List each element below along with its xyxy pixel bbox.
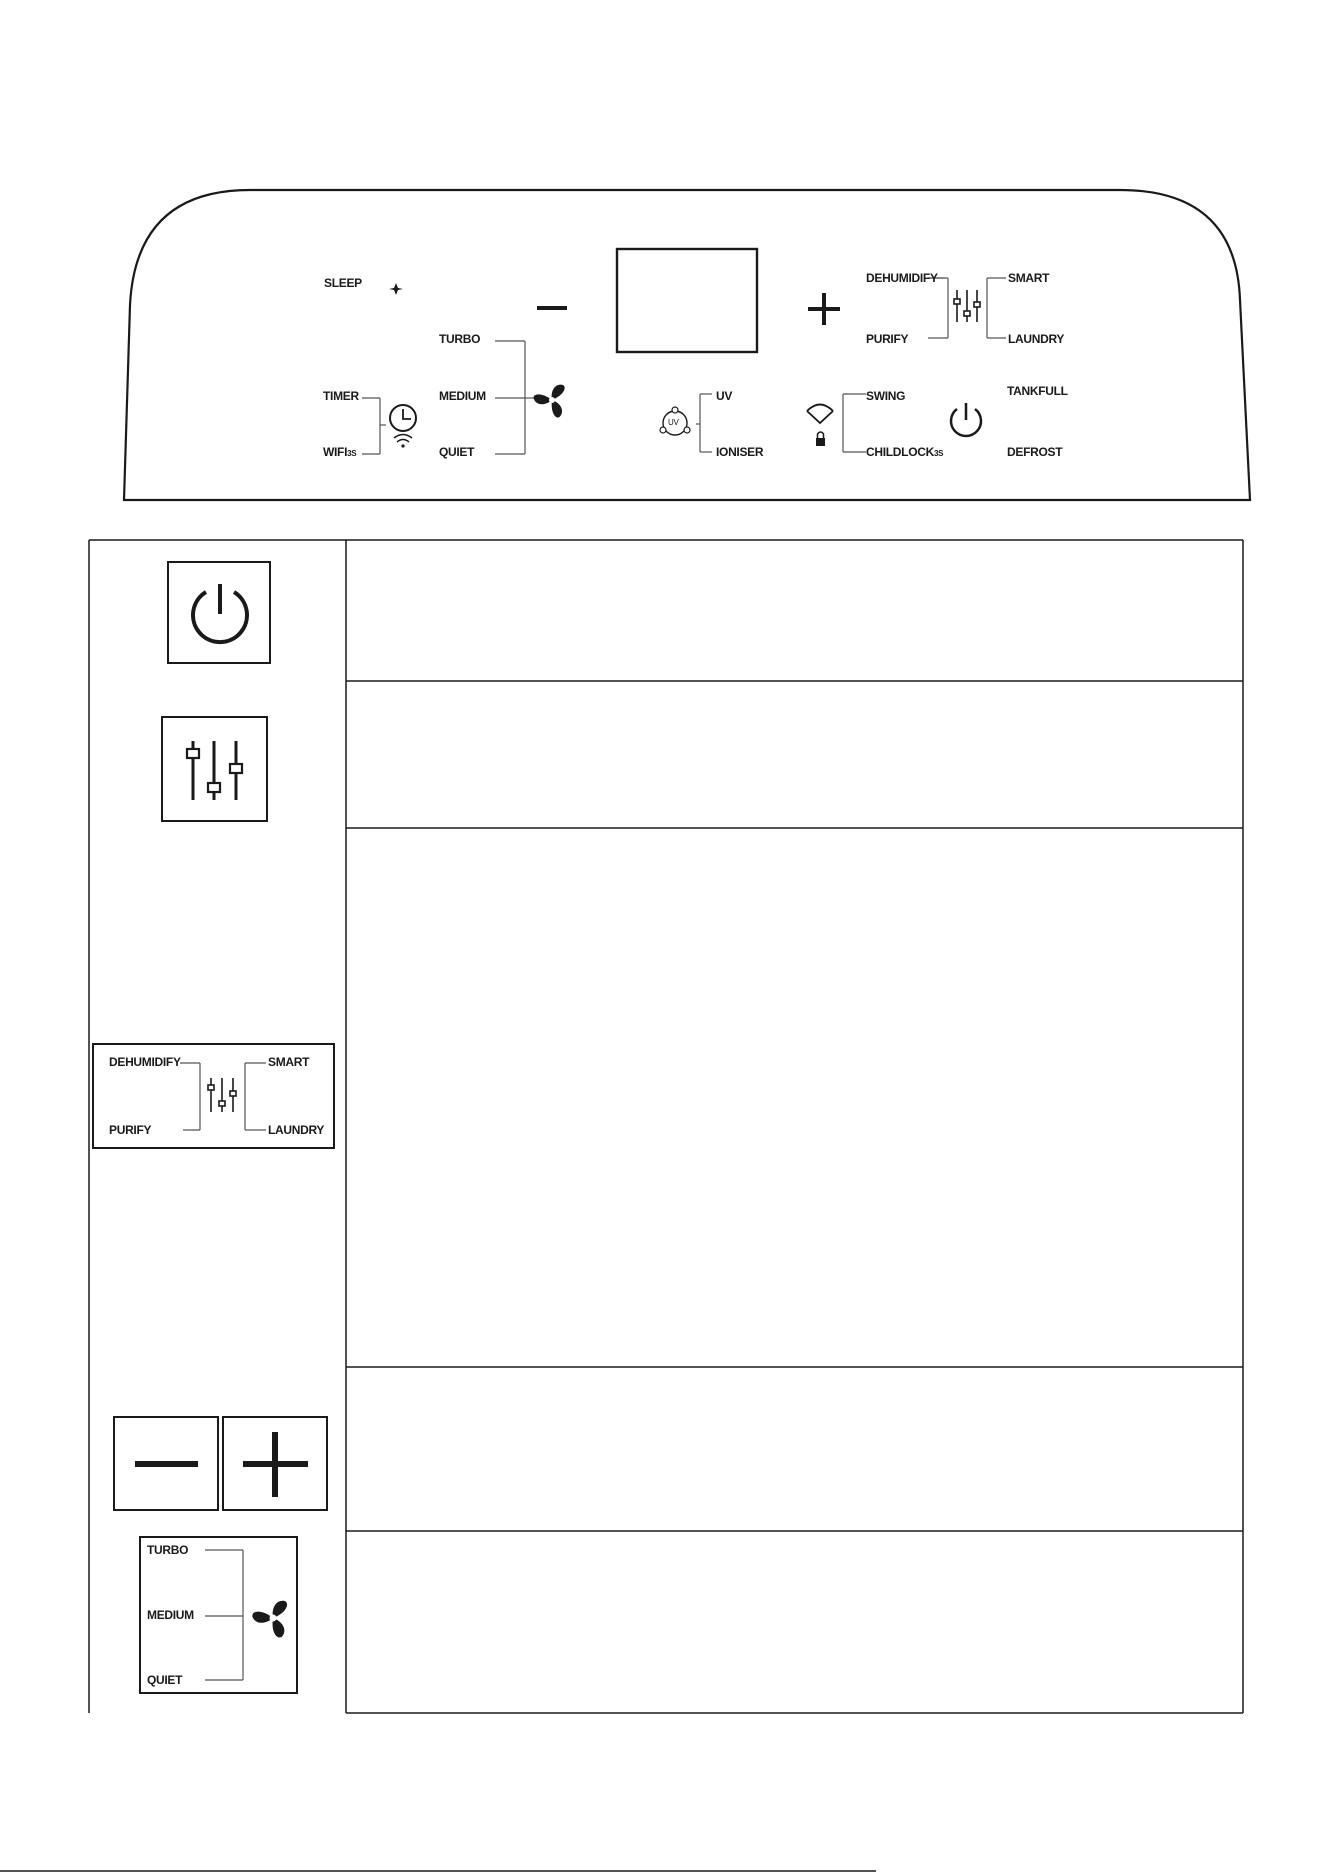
label-defrost: DEFROST bbox=[1007, 445, 1063, 459]
table-adjust-cell bbox=[114, 1417, 327, 1510]
table-label-laundry: LAUNDRY bbox=[268, 1123, 325, 1137]
table-power-cell bbox=[168, 562, 270, 663]
label-childlock: CHILDLOCK3S bbox=[866, 445, 944, 459]
table-label-quiet: QUIET bbox=[147, 1673, 183, 1687]
label-sleep: SLEEP bbox=[324, 276, 362, 290]
uv-icon-text: UV bbox=[668, 418, 679, 427]
label-turbo: TURBO bbox=[439, 332, 481, 346]
fan-icon bbox=[251, 1601, 288, 1639]
table-label-smart: SMART bbox=[268, 1055, 310, 1069]
table-mode-cell bbox=[162, 717, 267, 821]
mode-sliders-icon bbox=[208, 1078, 236, 1112]
power-icon bbox=[193, 584, 247, 642]
plus-icon bbox=[243, 1432, 308, 1497]
label-wifi: WIFI3S bbox=[323, 445, 357, 459]
label-dehumidify: DEHUMIDIFY bbox=[866, 271, 938, 285]
label-timer: TIMER bbox=[323, 389, 359, 403]
table-label-medium: MEDIUM bbox=[147, 1608, 194, 1622]
mode-sliders-icon bbox=[187, 741, 242, 800]
label-laundry: LAUNDRY bbox=[1008, 332, 1065, 346]
label-smart: SMART bbox=[1008, 271, 1050, 285]
label-purify: PURIFY bbox=[866, 332, 909, 346]
label-ioniser: IONISER bbox=[716, 445, 764, 459]
label-tankfull: TANKFULL bbox=[1007, 384, 1068, 398]
table-label-purify: PURIFY bbox=[109, 1123, 152, 1137]
label-medium: MEDIUM bbox=[439, 389, 486, 403]
table-label-dehumidify: DEHUMIDIFY bbox=[109, 1055, 181, 1069]
label-swing: SWING bbox=[866, 389, 906, 403]
table-label-turbo: TURBO bbox=[147, 1543, 189, 1557]
label-quiet: QUIET bbox=[439, 445, 475, 459]
label-uv: UV bbox=[716, 389, 733, 403]
